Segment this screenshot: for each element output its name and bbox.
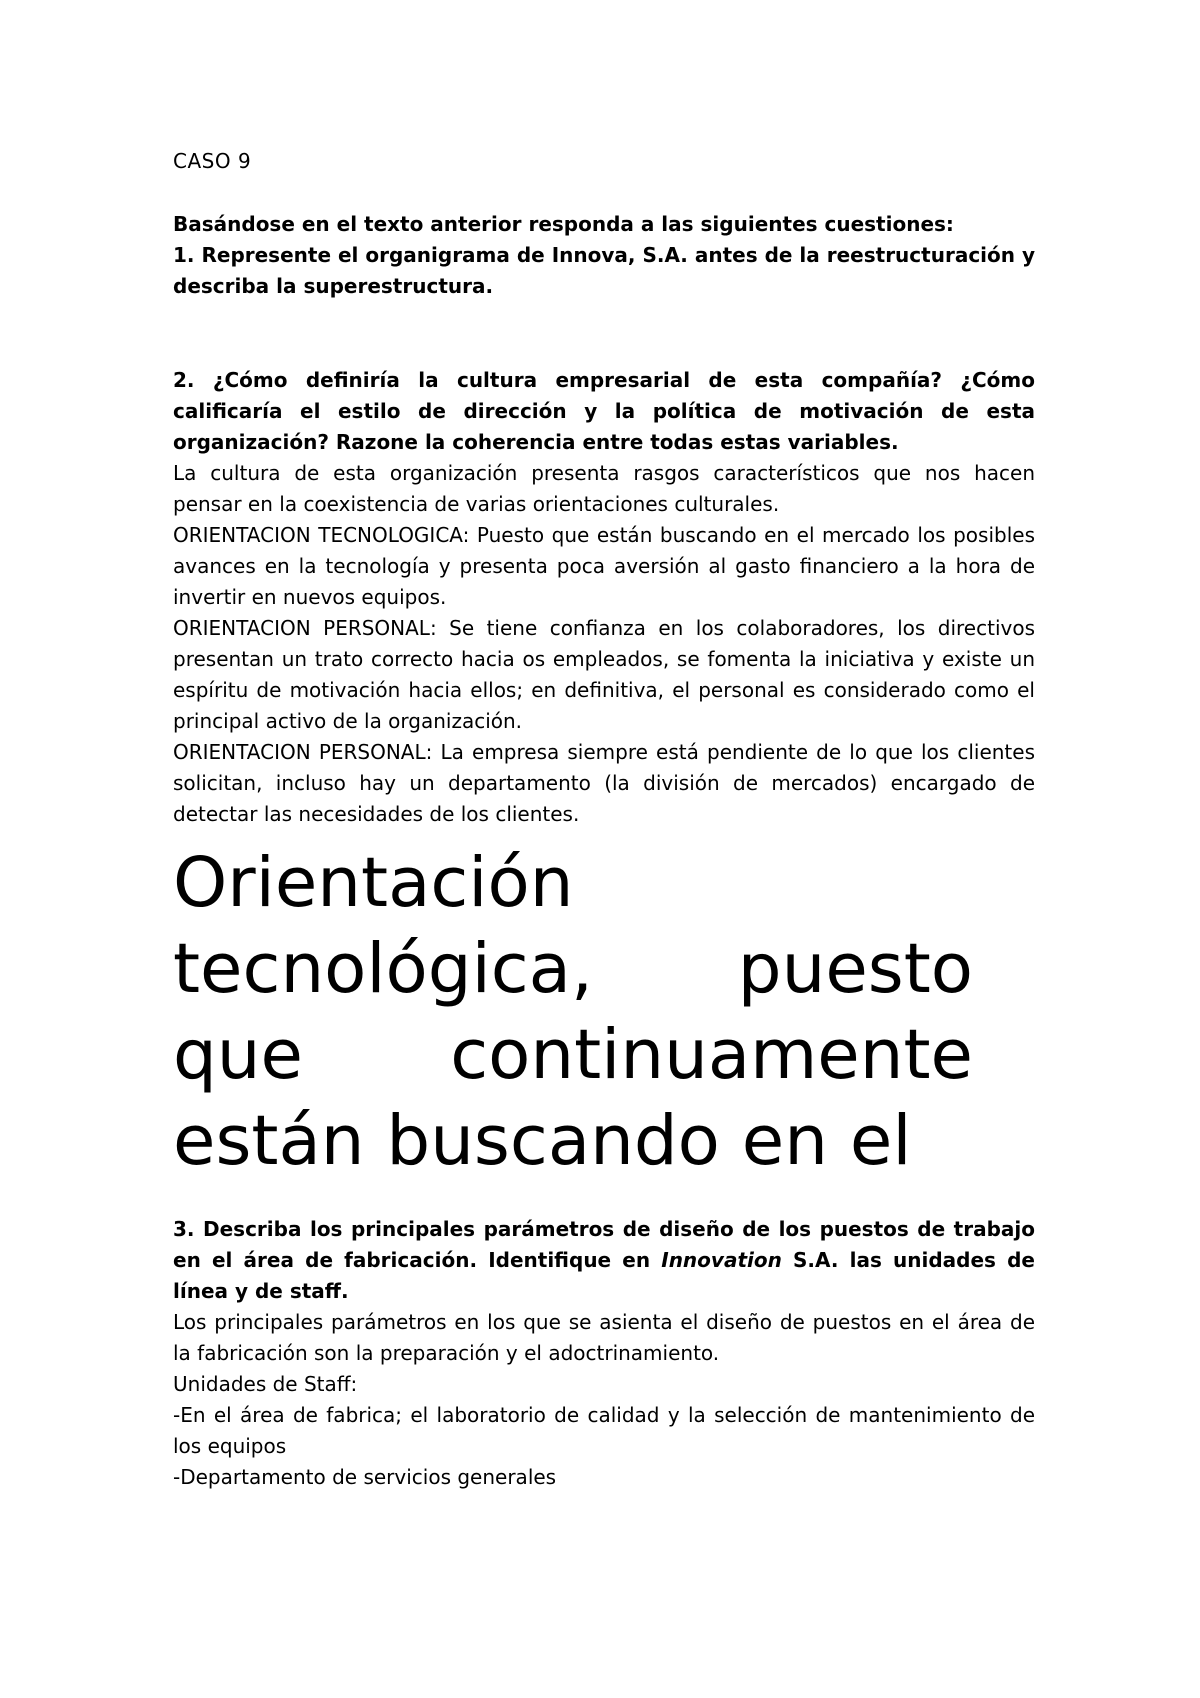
question-3-text-start: 3. Describa los principales parámetros de diseño de los puestos de trabajo en el área de fabricación. Identifique en xyxy=(173,1217,1035,1272)
question-2: 2. ¿Cómo definiría la cultura empresarial de esta compañía? ¿Cómo calificaría el estilo de dirección y la política de motivación de esta organización? Razone la coherencia entre todas estas variables. xyxy=(173,368,1035,454)
staff-unit-item-1: -En el área de fabrica; el laboratorio de calidad y la selección de mantenimiento de los equipos xyxy=(173,1403,1035,1458)
staff-unit-item-2: -Departamento de servicios generales xyxy=(173,1465,557,1489)
answer-2-paragraph-1: La cultura de esta organización presenta rasgos característicos que nos hacen pensar en la coexistencia de varias orientaciones culturales. xyxy=(173,461,1035,516)
answer-2-paragraph-3: ORIENTACION PERSONAL: Se tiene confianza en los colaboradores, los directivos presentan un trato correcto hacia os empleados, se fomenta la iniciativa y existe un espíritu de motivación hacia ellos; en definitiva, el personal es considerado como el principal activo de la organización. xyxy=(173,616,1035,733)
answer-3-paragraph-1: Los principales parámetros en los que se asienta el diseño de puestos en el área de la fabricación son la preparación y el adoctrinamiento. xyxy=(173,1310,1035,1365)
question-3 xyxy=(173,1214,1035,1307)
answer-2-paragraph-2: ORIENTACION TECNOLOGICA: Puesto que están buscando en el mercado los posibles avances en la tecnología y presenta poca aversión al gasto financiero a la hora de invertir en nuevos equipos. xyxy=(173,523,1035,609)
large-text-block: Orientación tecnológica, puesto que continuamente están buscando en el xyxy=(173,843,973,1181)
question-1: 1. Represente el organigrama de Innova, S.A. antes de la reestructuración y describa la superestructura. xyxy=(173,243,1036,298)
staff-units-label: Unidades de Staff: xyxy=(173,1372,358,1396)
case-heading: CASO 9 xyxy=(173,149,252,173)
answer-2-paragraph-4: ORIENTACION PERSONAL: La empresa siempre está pendiente de lo que los clientes solicitan, incluso hay un departamento (la división de mercados) encargado de detectar las necesidades de los clientes. xyxy=(173,740,1035,826)
document-body xyxy=(173,146,1035,1493)
intro-instruction: Basándose en el texto anterior responda a las siguientes cuestiones: xyxy=(173,212,954,236)
question-3-company-name: Innovation xyxy=(661,1248,782,1272)
question-3-text-end: S.A. las unidades de línea y de staff. xyxy=(173,1248,1036,1303)
